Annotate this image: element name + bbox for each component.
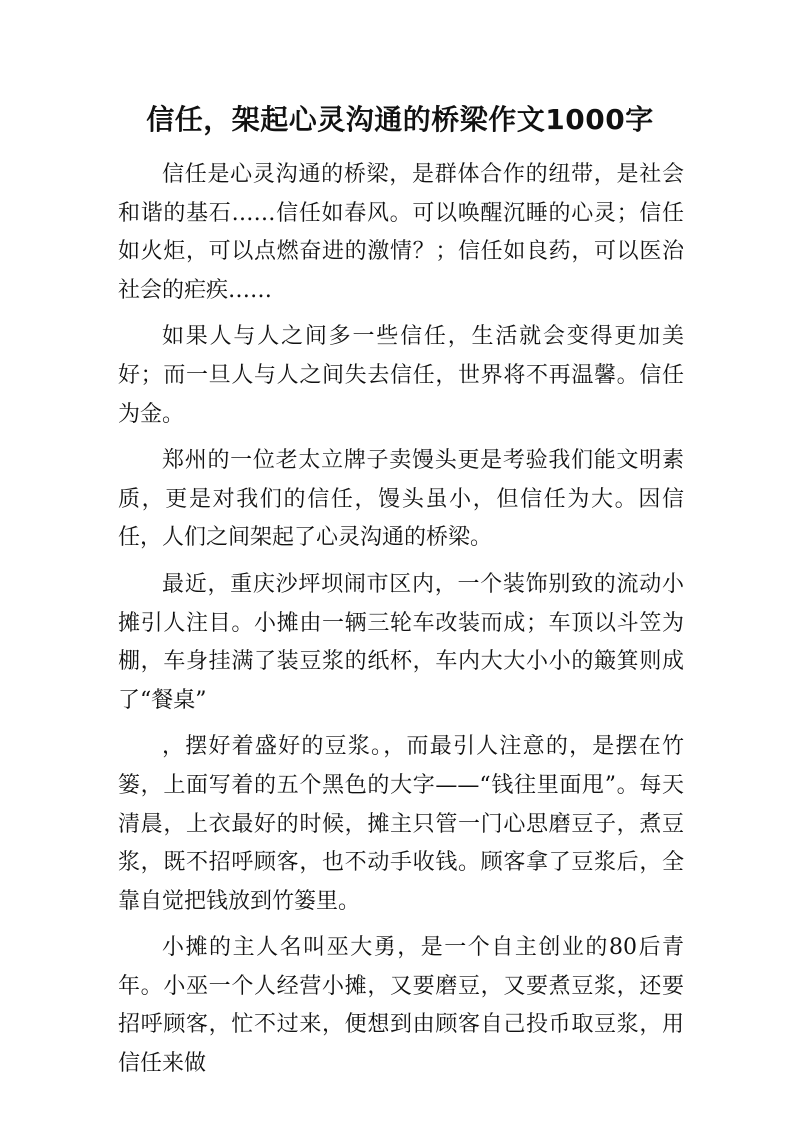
paragraph-6: 小摊的主人名叫巫大勇，是一个自主创业的80后青年。小巫一个人经营小摊，又要磨豆，又要煮豆浆，还要招呼顾客，忙不过来，便想到由顾客自己投币取豆浆，用信任来做 [118, 935, 684, 1077]
paragraph-2: 如果人与人之间多一些信任，生活就会变得更加美好；而一旦人与人之间失去信任，世界将不再温馨。信任为金。 [118, 324, 684, 427]
document-title: 信任，架起心灵沟通的桥梁作文1000字 [146, 103, 654, 136]
paragraph-4: 最近，重庆沙坪坝闹市区内，一个装饰别致的流动小摊引人注目。小摊由一辆三轮车改装而成；车顶以斗笠为棚，车身挂满了装豆浆的纸杯，车内大大小小的簸箕则成了“餐桌” [118, 571, 684, 713]
paragraph-3: 郑州的一位老太立牌子卖馒头更是考验我们能文明素质，更是对我们的信任，馒头虽小，但信任为大。因信任，人们之间架起了心灵沟通的桥梁。 [118, 448, 684, 551]
paragraph-5: ，摆好着盛好的豆浆。，而最引人注意的，是摆在竹篓，上面写着的五个黑色的大字——“钱往里面甩”。每天清晨，上衣最好的时候，摊主只管一门心思磨豆子，煮豆浆，既不招呼顾客，也不动手收钱。顾客拿了豆浆后，全靠自觉把钱放到竹篓里。 [118, 734, 684, 914]
paragraph-1: 信任是心灵沟通的桥梁，是群体合作的纽带，是社会和谐的基石……信任如春风。可以唤醒沉睡的心灵；信任如火炬，可以点燃奋进的激情？；信任如良药，可以医治社会的疟疾…… [118, 162, 684, 303]
document-body [118, 156, 684, 1084]
